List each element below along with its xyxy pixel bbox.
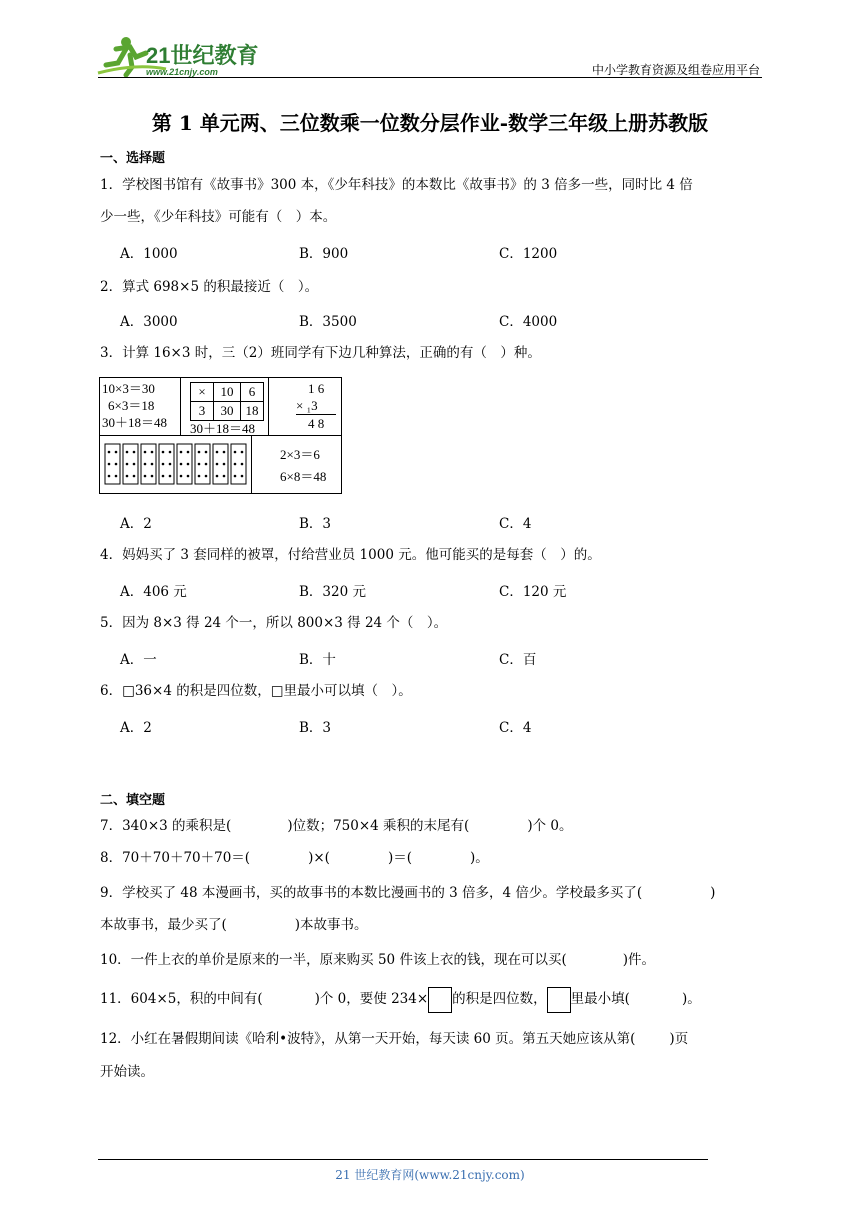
method3-vertical: 1 6 × ₁3 4 8 (296, 380, 336, 432)
q8-line: 8．70＋70＋70＋70＝( )×( )＝( )。 (100, 850, 489, 866)
method4-text: 2×3＝6 6×8＝48 (280, 447, 327, 484)
q1-line2: 少一些，《少年科技》可能有（ ）本。 (100, 209, 337, 225)
q1-line1: 1．学校图书馆有《故事书》300 本，《少年科技》的本数比《故事书》的 3 倍多一些，同时比 4 倍 (100, 177, 693, 193)
q1-option-b[interactable]: B．900 (299, 246, 349, 262)
method2-sum: 30＋18＝48 (190, 421, 256, 436)
q12-line1: 12．小红在暑假期间读《哈利•波特》，从第一天开始，每天读 60 页。第五天她应该从第( )页 (100, 1031, 689, 1047)
footer-link[interactable]: 21 世纪教育网(www.21cnjy.com) (335, 1168, 525, 1182)
q4-option-c[interactable]: C．120 元 (499, 584, 567, 600)
q10-line: 10．一件上衣的单价是原来的一半，原来购买 50 件该上衣的钱，现在可以买( )件。 (100, 952, 655, 968)
runner-logo-icon (96, 33, 261, 77)
q2-text: 2．算式 698×5 的积最接近（ ）。 (100, 279, 319, 295)
q9-line1: 9．学校买了 48 本漫画书，买的故事书的本数比漫画书的 3 倍多，4 倍少。学校最多买了( ) (100, 885, 716, 901)
q3-text: 3．计算 16×3 时，三（2）班同学有下边几种算法，正确的有（ ）种。 (100, 345, 541, 361)
q4-text: 4．妈妈买了 3 套同样的被罩，付给营业员 1000 元。他可能买的是每套（ ）的。 (100, 547, 601, 563)
section-fill-heading: 二、填空题 (100, 793, 166, 808)
q7-line: 7．340×3 的乘积是( )位数；750×4 乘积的末尾有( )个 0。 (100, 818, 573, 834)
q6-option-c[interactable]: C．4 (499, 720, 532, 736)
method1-line3: 30＋18＝48 (102, 415, 168, 430)
q2-option-b[interactable]: B．3500 (299, 314, 357, 330)
q9-line2: 本故事书，最少买了( )本故事书。 (100, 917, 368, 933)
q5-text: 5．因为 8×3 得 24 个一，所以 800×3 得 24 个（ ）。 (100, 615, 448, 631)
method4-dot-cards (104, 442, 252, 490)
q1-option-a[interactable]: A．1000 (120, 246, 178, 262)
q5-option-a[interactable]: A．一 (120, 652, 157, 668)
q6-option-a[interactable]: A．2 (120, 720, 152, 736)
q11-line: 11．604×5，积的中间有( )个 0，要使 234× 的积是四位数， 里最小填( )。 (100, 982, 701, 1016)
q6-option-b[interactable]: B．3 (299, 720, 332, 736)
q11-square-box-2[interactable] (547, 987, 571, 1013)
logo-text: 21世纪教育 (146, 43, 259, 68)
q2-option-a[interactable]: A．3000 (120, 314, 178, 330)
q12-line2: 开始读。 (100, 1064, 154, 1080)
q3-option-a[interactable]: A．2 (120, 516, 152, 532)
header-divider (98, 77, 762, 78)
method1-line1: 10×3＝30 (102, 381, 155, 396)
q5-option-b[interactable]: B．十 (299, 652, 336, 668)
q4-option-a[interactable]: A．406 元 (120, 584, 187, 600)
site-logo (96, 33, 261, 77)
q3-calc-figure (99, 377, 342, 494)
method1-line2: 6×3＝18 (108, 398, 155, 413)
footer-divider (98, 1159, 708, 1160)
method1-block (102, 380, 167, 431)
q3-option-b[interactable]: B．3 (299, 516, 332, 532)
q6-text: 6．□36×4 的积是四位数，□里最小可以填（ ）。 (100, 683, 412, 699)
q5-option-c[interactable]: C．百 (499, 652, 537, 668)
q11-square-box[interactable] (428, 987, 452, 1013)
q3-option-c[interactable]: C．4 (499, 516, 532, 532)
page-title: 第 1 单元两、三位数乘一位数分层作业-数学三年级上册苏教版 (151, 111, 709, 135)
q1-option-c[interactable]: C．1200 (499, 246, 558, 262)
q4-option-b[interactable]: B．320 元 (299, 584, 366, 600)
logo-url: www.21cnjy.com (146, 67, 218, 77)
header-right-text: 中小学教育资源及组卷应用平台 (591, 63, 760, 77)
q2-option-c[interactable]: C．4000 (499, 314, 558, 330)
section-choice-heading: 一、选择题 (100, 151, 166, 166)
method2-grid: × 10 6 3 30 18 (190, 382, 264, 421)
